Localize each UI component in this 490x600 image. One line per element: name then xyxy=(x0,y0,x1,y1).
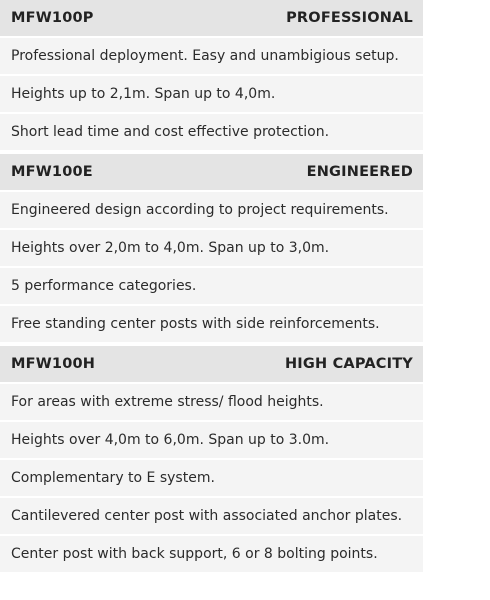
spec-row: 5 performance categories. xyxy=(0,268,423,306)
product-category: PROFESSIONAL xyxy=(286,10,413,26)
spec-row: Center post with back support, 6 or 8 bolting points. xyxy=(0,536,423,574)
product-group-mfw100h xyxy=(0,346,423,574)
spec-row: For areas with extreme stress/ flood heights. xyxy=(0,384,423,422)
spec-row: Heights over 2,0m to 4,0m. Span up to 3,0m. xyxy=(0,230,423,268)
product-code: MFW100P xyxy=(11,10,94,26)
group-header xyxy=(0,346,423,384)
spec-row: Professional deployment. Easy and unambigious setup. xyxy=(0,38,423,76)
product-group-mfw100e xyxy=(0,154,423,344)
spec-row: Heights up to 2,1m. Span up to 4,0m. xyxy=(0,76,423,114)
product-category: HIGH CAPACITY xyxy=(284,356,413,372)
product-category: ENGINEERED xyxy=(306,164,413,180)
spec-row: Engineered design according to project requirements. xyxy=(0,192,423,230)
group-header xyxy=(0,0,423,38)
spec-row: Cantilevered center post with associated anchor plates. xyxy=(0,498,423,536)
spec-row: Complementary to E system. xyxy=(0,460,423,498)
spec-row: Heights over 4,0m to 6,0m. Span up to 3.0m. xyxy=(0,422,423,460)
spec-row: Free standing center posts with side reinforcements. xyxy=(0,306,423,344)
group-header xyxy=(0,154,423,192)
product-code: MFW100H xyxy=(11,356,96,372)
spec-row: Short lead time and cost effective protection. xyxy=(0,114,423,152)
product-code: MFW100E xyxy=(11,164,93,180)
product-group-mfw100p xyxy=(0,0,423,152)
